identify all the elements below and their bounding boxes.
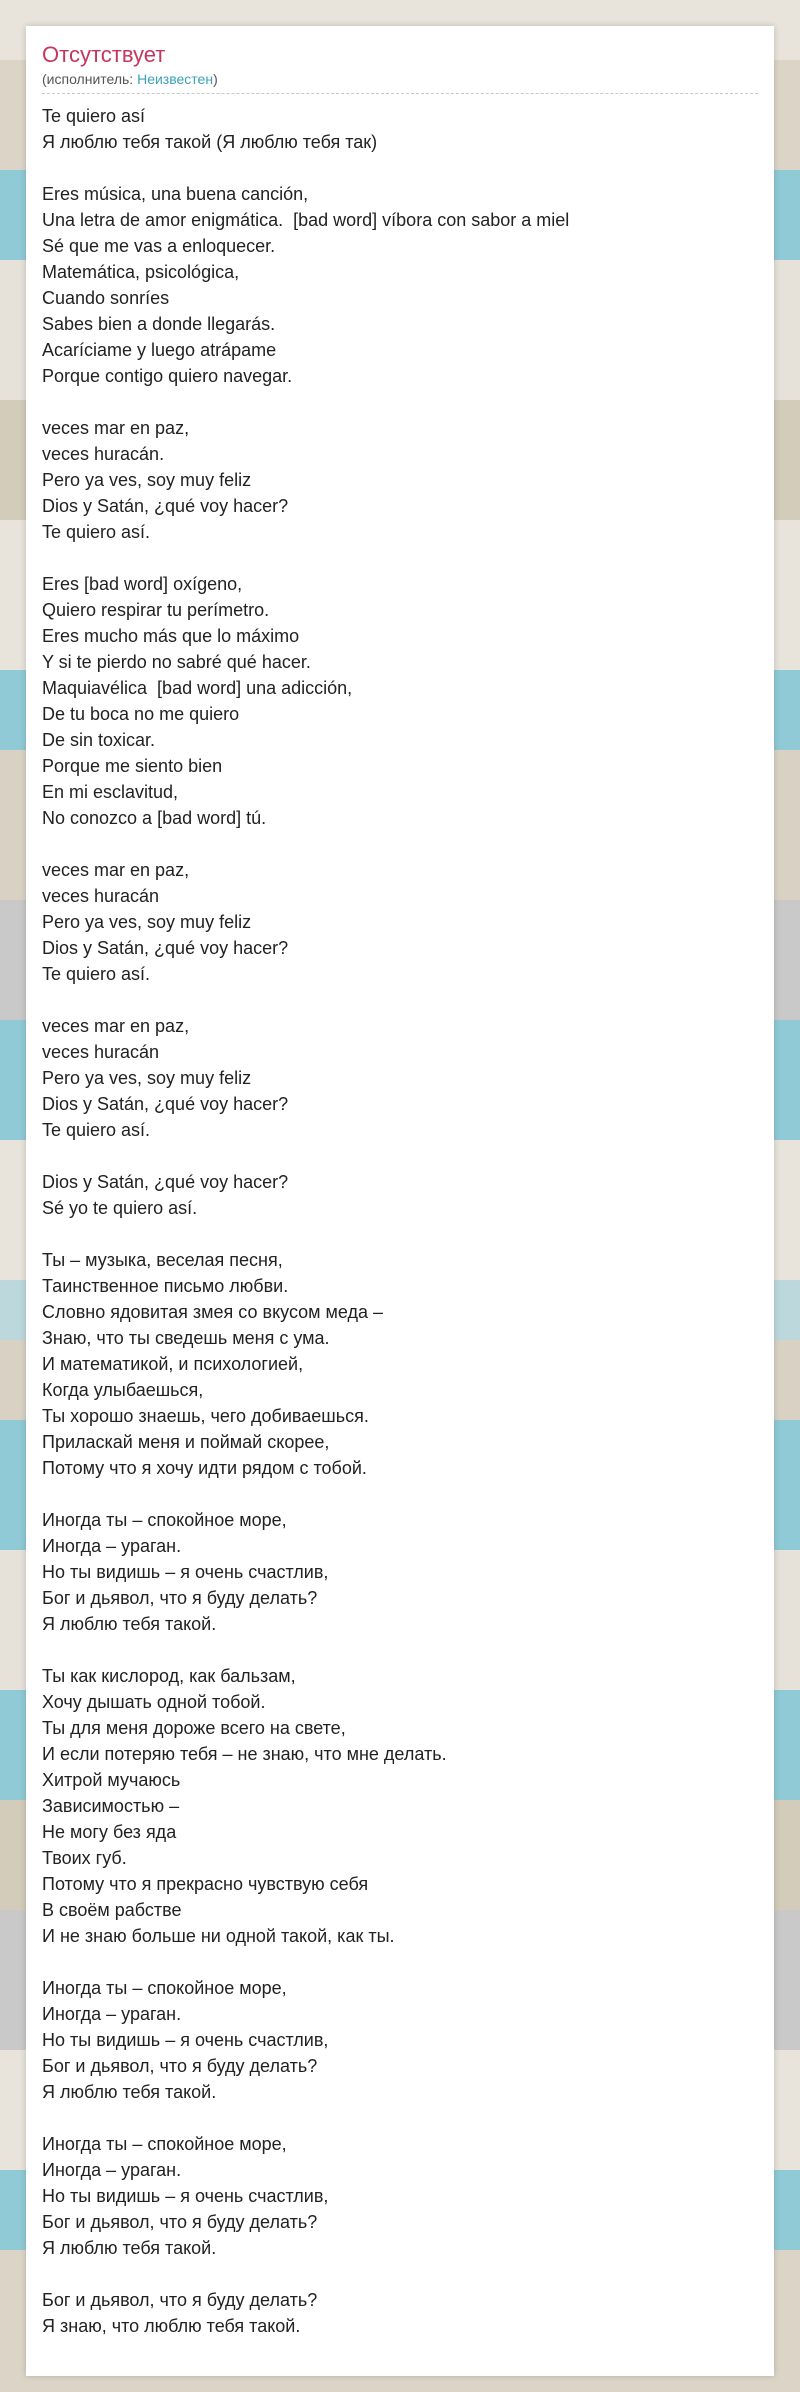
lyric-line: Te quiero así bbox=[42, 106, 146, 126]
lyric-line: Зависимостью – bbox=[42, 1796, 180, 1816]
artist-link[interactable]: Неизвестен bbox=[137, 71, 214, 87]
lyric-line: Maquiavélica [bad word] una adicción, bbox=[42, 678, 353, 698]
lyric-line: veces mar en paz, bbox=[42, 1016, 190, 1036]
lyric-line: Sé yo te quiero así. bbox=[42, 1198, 198, 1218]
lyric-line: Бог и дьявол, что я буду делать? bbox=[42, 2212, 318, 2232]
dashed-divider bbox=[42, 93, 758, 94]
lyric-line: De sin toxicar. bbox=[42, 730, 156, 750]
song-title: Отсутствует bbox=[42, 42, 166, 67]
lyric-line: Иногда – ураган. bbox=[42, 2160, 182, 2180]
artist-suffix: ) bbox=[213, 71, 218, 87]
lyric-line: No conozco a [bad word] tú. bbox=[42, 808, 267, 828]
lyric-line: Я люблю тебя такой. bbox=[42, 2238, 217, 2258]
lyric-line: Иногда – ураган. bbox=[42, 1536, 182, 1556]
lyric-line: Потому что я прекрасно чувствую себя bbox=[42, 1874, 369, 1894]
stanza-break bbox=[42, 1949, 758, 1975]
stanza-break bbox=[42, 1221, 758, 1247]
stanza-break bbox=[42, 2261, 758, 2287]
lyric-line: Приласкай меня и поймай скорее, bbox=[42, 1432, 330, 1452]
lyric-line: Pero ya ves, soy muy feliz bbox=[42, 912, 252, 932]
lyric-line: Не могу без яда bbox=[42, 1822, 177, 1842]
lyric-line: Te quiero así. bbox=[42, 964, 151, 984]
lyric-line: Ты для меня дороже всего на свете, bbox=[42, 1718, 346, 1738]
stanza-break bbox=[42, 545, 758, 571]
stanza-break bbox=[42, 1143, 758, 1169]
lyric-line: И если потеряю тебя – не знаю, что мне делать. bbox=[42, 1744, 447, 1764]
lyric-line: Sabes bien a donde llegarás. bbox=[42, 314, 276, 334]
lyric-line: Бог и дьявол, что я буду делать? bbox=[42, 2056, 318, 2076]
lyric-line: Porque contigo quiero navegar. bbox=[42, 366, 293, 386]
lyric-line: Sé que me vas a enloquecer. bbox=[42, 236, 276, 256]
lyric-line: Когда улыбаешься, bbox=[42, 1380, 204, 1400]
lyric-line: Porque me siento bien bbox=[42, 756, 223, 776]
lyric-line: Иногда ты – спокойное море, bbox=[42, 1978, 287, 1998]
lyric-line: De tu boca no me quiero bbox=[42, 704, 240, 724]
lyric-line: Хитрой мучаюсь bbox=[42, 1770, 181, 1790]
lyric-line: Но ты видишь – я очень счастлив, bbox=[42, 2186, 329, 2206]
stanza-break bbox=[42, 1637, 758, 1663]
lyric-line: Pero ya ves, soy muy feliz bbox=[42, 1068, 252, 1088]
lyrics-text bbox=[42, 103, 758, 2339]
lyric-line: En mi esclavitud, bbox=[42, 782, 179, 802]
lyric-line: Ты хорошо знаешь, чего добиваешься. bbox=[42, 1406, 369, 1426]
lyric-line: veces huracán bbox=[42, 886, 160, 906]
lyric-line: Потому что я хочу идти рядом с тобой. bbox=[42, 1458, 367, 1478]
lyric-line: Ты – музыка, веселая песня, bbox=[42, 1250, 283, 1270]
artist-prefix: (исполнитель: bbox=[42, 71, 138, 87]
lyric-line: Я люблю тебя такой (Я люблю тебя так) bbox=[42, 132, 378, 152]
lyric-line: Dios y Satán, ¿qué voy hacer? bbox=[42, 1094, 289, 1114]
lyric-line: Acaríciame y luego atrápame bbox=[42, 340, 277, 360]
lyric-line: Я знаю, что люблю тебя такой. bbox=[42, 2316, 301, 2336]
lyric-line: Y si te pierdo no sabré qué hacer. bbox=[42, 652, 311, 672]
lyric-line: Таинственное письмо любви. bbox=[42, 1276, 289, 1296]
lyric-line: Te quiero así. bbox=[42, 1120, 151, 1140]
lyric-line: Знаю, что ты сведешь меня с ума. bbox=[42, 1328, 330, 1348]
lyric-line: Eres música, una buena canción, bbox=[42, 184, 309, 204]
lyric-line: Te quiero así. bbox=[42, 522, 151, 542]
stanza-break bbox=[42, 987, 758, 1013]
lyric-line: Una letra de amor enigmática. [bad word] víbora con sabor a miel bbox=[42, 210, 570, 230]
lyric-line: Matemática, psicológica, bbox=[42, 262, 240, 282]
lyric-line: Но ты видишь – я очень счастлив, bbox=[42, 1562, 329, 1582]
stanza-break bbox=[42, 1481, 758, 1507]
lyric-line: В своём рабстве bbox=[42, 1900, 182, 1920]
stanza-break bbox=[42, 2105, 758, 2131]
lyric-line: Иногда ты – спокойное море, bbox=[42, 1510, 287, 1530]
lyric-line: Quiero respirar tu perímetro. bbox=[42, 600, 270, 620]
lyric-line: veces huracán bbox=[42, 1042, 160, 1062]
lyric-line: Dios y Satán, ¿qué voy hacer? bbox=[42, 1172, 289, 1192]
lyric-line: Я люблю тебя такой. bbox=[42, 1614, 217, 1634]
stanza-break bbox=[42, 155, 758, 181]
lyric-line: Eres [bad word] oxígeno, bbox=[42, 574, 243, 594]
lyric-line: Хочу дышать одной тобой. bbox=[42, 1692, 266, 1712]
stanza-break bbox=[42, 831, 758, 857]
lyric-line: И не знаю больше ни одной такой, как ты. bbox=[42, 1926, 395, 1946]
lyric-line: veces mar en paz, bbox=[42, 860, 190, 880]
lyric-line: Eres mucho más que lo máximo bbox=[42, 626, 300, 646]
artist-line bbox=[42, 70, 218, 88]
lyric-line: Иногда ты – спокойное море, bbox=[42, 2134, 287, 2154]
lyric-line: Pero ya ves, soy muy feliz bbox=[42, 470, 252, 490]
lyric-line: Иногда – ураган. bbox=[42, 2004, 182, 2024]
stanza-break bbox=[42, 389, 758, 415]
lyric-line: Cuando sonríes bbox=[42, 288, 170, 308]
lyric-line: Dios y Satán, ¿qué voy hacer? bbox=[42, 938, 289, 958]
lyric-line: Dios y Satán, ¿qué voy hacer? bbox=[42, 496, 289, 516]
lyric-line: Твоих губ. bbox=[42, 1848, 127, 1868]
lyric-line: Бог и дьявол, что я буду делать? bbox=[42, 1588, 318, 1608]
lyric-line: veces mar en paz, bbox=[42, 418, 190, 438]
lyric-line: И математикой, и психологией, bbox=[42, 1354, 304, 1374]
lyrics-card bbox=[26, 26, 774, 2376]
lyric-line: Ты как кислород, как бальзам, bbox=[42, 1666, 296, 1686]
lyric-line: Словно ядовитая змея со вкусом меда – bbox=[42, 1302, 384, 1322]
lyric-line: Но ты видишь – я очень счастлив, bbox=[42, 2030, 329, 2050]
lyric-line: Бог и дьявол, что я буду делать? bbox=[42, 2290, 318, 2310]
lyric-line: veces huracán. bbox=[42, 444, 165, 464]
lyric-line: Я люблю тебя такой. bbox=[42, 2082, 217, 2102]
